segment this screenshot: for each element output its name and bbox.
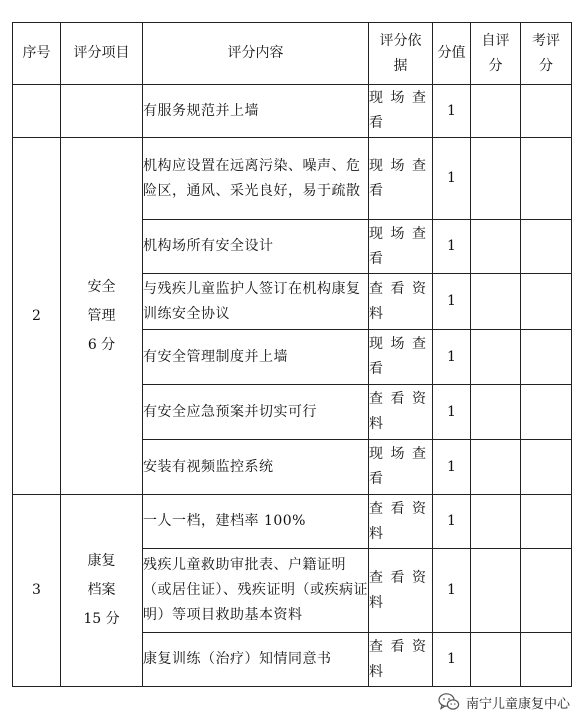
self-score-cell [471, 85, 521, 138]
basis-cell: 现场查看 [369, 440, 433, 495]
watermark-text: 南宁儿童康复中心 [465, 696, 570, 712]
review-score-cell [521, 440, 572, 495]
content-cell: 有安全管理制度并上墙 [143, 330, 369, 385]
self-score-cell [471, 138, 521, 220]
review-score-cell [521, 220, 572, 274]
header-score: 分值 [433, 23, 471, 85]
score-cell: 1 [433, 495, 471, 549]
self-score-cell [471, 220, 521, 274]
content-cell: 有安全应急预案并切实可行 [143, 385, 369, 440]
review-score-cell [521, 495, 572, 549]
review-score-cell [521, 330, 572, 385]
review-score-cell [521, 633, 572, 687]
header-number: 序号 [13, 23, 61, 85]
number-cell: 3 [13, 495, 61, 687]
review-score-cell [521, 85, 572, 138]
header-content: 评分内容 [143, 23, 369, 85]
table-row [13, 138, 572, 220]
score-cell: 1 [433, 385, 471, 440]
item-cell [61, 495, 143, 687]
basis-cell: 查看资料 [369, 385, 433, 440]
review-score-cell [521, 549, 572, 633]
review-score-cell [521, 274, 572, 330]
basis-cell: 查看资料 [369, 495, 433, 549]
item-cell [61, 85, 143, 138]
score-cell: 1 [433, 440, 471, 495]
basis-cell: 现场查看 [369, 85, 433, 138]
self-score-cell [471, 440, 521, 495]
header-basis: 评分依据 [369, 23, 433, 85]
content-cell: 康复训练（治疗）知情同意书 [143, 633, 369, 687]
item-line: 安全 [87, 278, 116, 295]
content-cell: 与残疾儿童监护人签订在机构康复训练安全协议 [143, 274, 369, 330]
self-score-cell [471, 385, 521, 440]
item-line: 管理 [87, 307, 116, 324]
score-cell: 1 [433, 85, 471, 138]
score-cell: 1 [433, 274, 471, 330]
item-line: 档案 [87, 582, 116, 598]
self-score-cell [471, 549, 521, 633]
basis-cell: 查看资料 [369, 633, 433, 687]
self-score-cell [471, 495, 521, 549]
content-cell: 一人一档，建档率 100% [143, 495, 369, 549]
number-cell: 2 [13, 138, 61, 495]
header-review-score: 考评分 [521, 23, 572, 85]
header-self-score: 自评分 [471, 23, 521, 85]
scoring-table [12, 22, 572, 687]
item-line: 康复 [87, 553, 116, 569]
item-line: 15 分 [83, 611, 120, 627]
score-cell: 1 [433, 330, 471, 385]
score-cell: 1 [433, 138, 471, 220]
score-cell: 1 [433, 220, 471, 274]
basis-cell: 现场查看 [369, 220, 433, 274]
score-cell: 1 [433, 549, 471, 633]
self-score-cell [471, 274, 521, 330]
content-cell: 机构应设置在远离污染、噪声、危险区，通风、采光良好，易于疏散 [143, 138, 369, 220]
content-cell: 有服务规范并上墙 [143, 85, 369, 138]
header-item: 评分项目 [61, 23, 143, 85]
basis-cell: 查看资料 [369, 274, 433, 330]
basis-cell: 查看资料 [369, 549, 433, 633]
table-row [13, 85, 572, 138]
header-row [13, 23, 572, 85]
review-score-cell [521, 385, 572, 440]
review-score-cell [521, 138, 572, 220]
item-cell [61, 138, 143, 495]
content-cell: 残疾儿童救助审批表、户籍证明（或居住证）、残疾证明（或疾病证明）等项目救助基本资料 [143, 549, 369, 633]
self-score-cell [471, 633, 521, 687]
basis-cell: 现场查看 [369, 138, 433, 220]
watermark [438, 690, 570, 714]
item-line: 6 分 [87, 336, 116, 353]
content-cell: 安装有视频监控系统 [143, 440, 369, 495]
basis-cell: 现场查看 [369, 330, 433, 385]
table-row [13, 495, 572, 549]
number-cell [13, 85, 61, 138]
wechat-icon [438, 692, 460, 712]
self-score-cell [471, 330, 521, 385]
content-cell: 机构场所有安全设计 [143, 220, 369, 274]
score-cell: 1 [433, 633, 471, 687]
